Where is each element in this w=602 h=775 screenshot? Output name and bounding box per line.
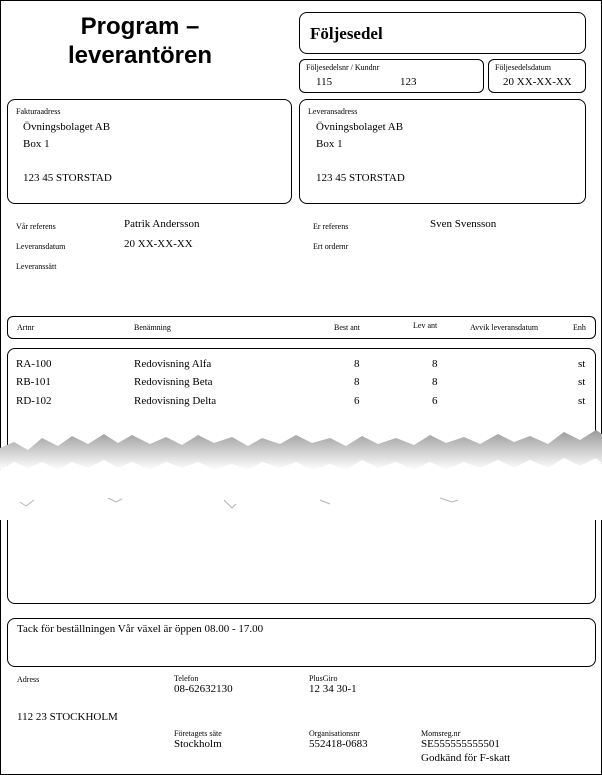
document-title-box xyxy=(299,12,586,54)
your-reference: Sven Svensson xyxy=(430,218,497,230)
header-article: Artnr xyxy=(17,323,35,332)
row-1-description: Redovisning Alfa xyxy=(134,358,212,370)
customer-number: 123 xyxy=(400,76,417,88)
company-name-line2: leverantören xyxy=(67,42,213,69)
delivery-address-line3: 123 45 STORSTAD xyxy=(316,172,405,184)
torn-paper-edge xyxy=(0,420,602,520)
document-date: 20 XX-XX-XX xyxy=(503,76,572,88)
footer-org-label: Organisationsnr xyxy=(309,729,360,738)
document-number-label: Följesedelsnr / Kundnr xyxy=(306,63,380,72)
invoice-address-line3: 123 45 STORSTAD xyxy=(23,172,112,184)
footer-vat-label: Momsreg.nr xyxy=(421,729,461,738)
delivery-date-label: Leveransdatum xyxy=(16,242,66,251)
footer-address: 112 23 STOCKHOLM xyxy=(17,711,118,723)
row-3-ordered: 6 xyxy=(354,395,360,407)
message-box xyxy=(7,618,596,667)
delivery-address-label: Leveransadress xyxy=(308,107,358,116)
your-order-label: Ert ordernr xyxy=(313,242,349,251)
delivery-date: 20 XX-XX-XX xyxy=(124,238,193,250)
message-text: Tack för beställningen Vår växel är öppen 08.00 - 17.00 xyxy=(17,623,264,635)
footer-org: 552418-0683 xyxy=(309,738,368,750)
row-2-unit: st xyxy=(578,376,586,388)
footer-giro: 12 34 30-1 xyxy=(309,683,357,695)
our-reference: Patrik Andersson xyxy=(124,218,200,230)
our-reference-label: Vår referens xyxy=(16,222,56,231)
row-1-delivered: 8 xyxy=(432,358,438,370)
footer-address-label: Adress xyxy=(17,675,40,684)
delivery-address-line2: Box 1 xyxy=(316,138,343,150)
row-1-article: RA-100 xyxy=(16,358,52,370)
header-unit: Enh xyxy=(573,323,586,332)
row-3-article: RD-102 xyxy=(16,395,52,407)
header-deviating-date: Avvik leveransdatum xyxy=(470,323,539,332)
row-1-unit: st xyxy=(578,358,586,370)
document-number: 115 xyxy=(316,76,333,88)
footer-tax-note: Godkänd för F-skatt xyxy=(421,752,511,764)
row-2-delivered: 8 xyxy=(432,376,438,388)
footer-seat: Stockholm xyxy=(174,738,222,750)
row-2-ordered: 8 xyxy=(354,376,360,388)
document-number-box xyxy=(299,59,484,93)
footer-vat: SE555555555501 xyxy=(421,738,500,750)
delivery-address-line1: Övningsbolaget AB xyxy=(316,121,404,133)
footer-phone: 08-62632130 xyxy=(174,683,233,695)
header-ordered: Best ant xyxy=(334,323,360,332)
header-description: Benämning xyxy=(134,323,171,332)
invoice-address-line2: Box 1 xyxy=(23,138,50,150)
row-3-delivered: 6 xyxy=(432,395,438,407)
table-header xyxy=(7,316,596,339)
document-date-box xyxy=(488,59,586,93)
company-name xyxy=(40,12,240,70)
invoice-address-box xyxy=(7,99,292,204)
row-1-ordered: 8 xyxy=(354,358,360,370)
header-delivered: Lev ant xyxy=(413,321,438,330)
footer-seat-label: Företagets säte xyxy=(174,729,222,738)
delivery-address-box xyxy=(299,99,586,204)
tear-shadow xyxy=(0,430,602,470)
row-2-article: RB-101 xyxy=(16,376,51,388)
footer-giro-label: PlusGiro xyxy=(309,674,338,683)
footer-phone-label: Telefon xyxy=(174,674,199,683)
row-3-unit: st xyxy=(578,395,586,407)
document-title: Följesedel xyxy=(310,24,383,43)
row-2-description: Redovisning Beta xyxy=(134,376,213,388)
invoice-address-line1: Övningsbolaget AB xyxy=(23,121,111,133)
delivery-method-label: Leveranssätt xyxy=(16,262,57,271)
document-date-label: Följesedelsdatum xyxy=(495,63,551,72)
your-reference-label: Er referens xyxy=(313,222,349,231)
invoice-address-label: Fakturaadress xyxy=(16,107,61,116)
company-name-line1: Program – xyxy=(80,13,200,40)
tear-gap xyxy=(0,458,602,520)
row-3-description: Redovisning Delta xyxy=(134,395,217,407)
